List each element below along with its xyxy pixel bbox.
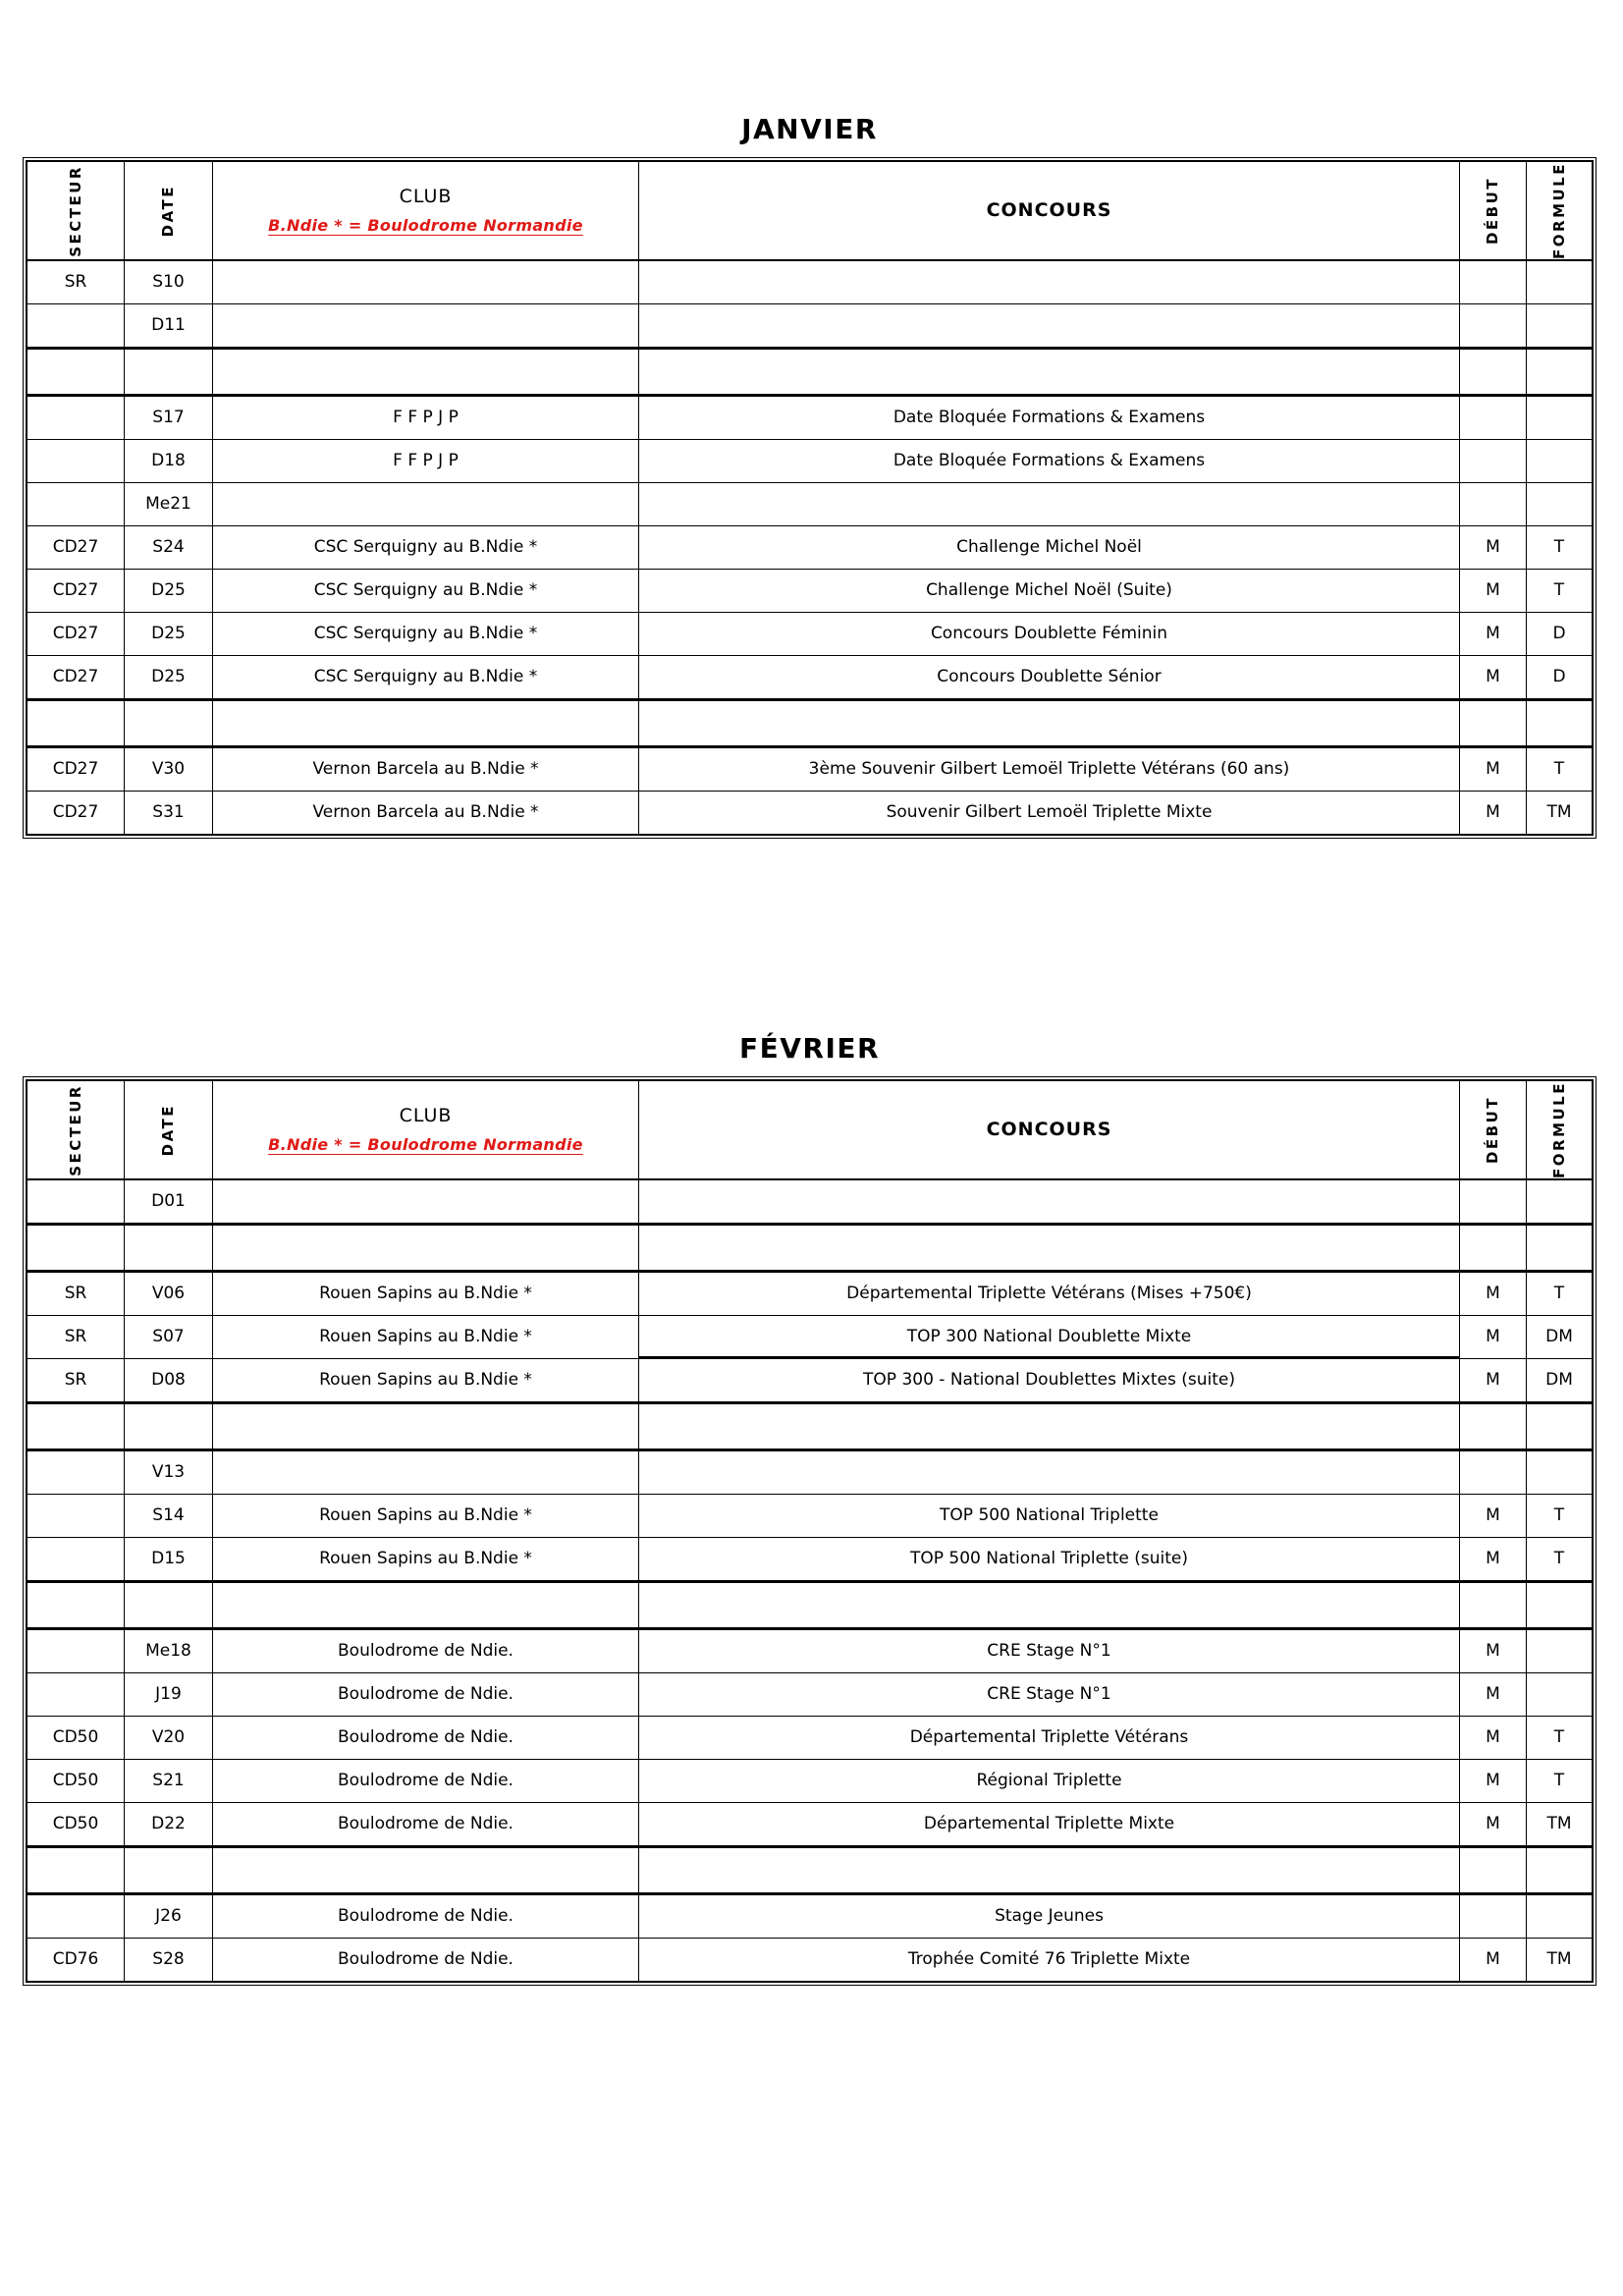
column-header-club-label: CLUB: [399, 1105, 453, 1127]
cell-concours: TOP 500 National Triplette: [639, 1495, 1460, 1538]
cell-club: [213, 348, 639, 395]
cell-concours: Date Bloquée Formations & Examens: [639, 395, 1460, 440]
cell-date: S24: [125, 526, 213, 570]
cell-club: [213, 304, 639, 348]
table-row: [27, 1846, 1592, 1893]
cell-concours: Concours Doublette Féminin: [639, 613, 1460, 656]
cell-concours: [639, 261, 1460, 304]
cell-secteur: CD76: [27, 1939, 125, 1981]
cell-date: D18: [125, 440, 213, 483]
cell-club: Boulodrome de Ndie.: [213, 1628, 639, 1673]
cell-debut: M: [1460, 1359, 1527, 1402]
column-header-formule: [1527, 162, 1592, 261]
cell-debut: [1460, 483, 1527, 526]
cell-secteur: [27, 1628, 125, 1673]
cell-secteur: [27, 1538, 125, 1581]
cell-club: Rouen Sapins au B.Ndie *: [213, 1271, 639, 1316]
cell-concours: [639, 1846, 1460, 1893]
cell-concours: [639, 304, 1460, 348]
cell-date: V20: [125, 1717, 213, 1760]
cell-club: Rouen Sapins au B.Ndie *: [213, 1316, 639, 1359]
cell-date: D25: [125, 613, 213, 656]
cell-date: D11: [125, 304, 213, 348]
table-row: [27, 1271, 1592, 1316]
column-header-secteur-label: SECTEUR: [66, 164, 84, 257]
column-header-concours: [639, 162, 1460, 261]
cell-formule: T: [1527, 526, 1592, 570]
cell-concours: CRE Stage N°1: [639, 1673, 1460, 1717]
table-row: [27, 1939, 1592, 1981]
month-title: FÉVRIER: [738, 1032, 881, 1065]
cell-formule: T: [1527, 1538, 1592, 1581]
cell-club: [213, 699, 639, 746]
cell-debut: M: [1460, 792, 1527, 834]
cell-club: CSC Serquigny au B.Ndie *: [213, 613, 639, 656]
cell-concours: [639, 348, 1460, 395]
cell-debut: M: [1460, 1717, 1527, 1760]
cell-formule: [1527, 1628, 1592, 1673]
cell-date: [125, 348, 213, 395]
cell-club: Boulodrome de Ndie.: [213, 1717, 639, 1760]
cell-debut: M: [1460, 1939, 1527, 1981]
cell-formule: D: [1527, 613, 1592, 656]
cell-concours: Départemental Triplette Vétérans (Mises +750€): [639, 1271, 1460, 1316]
column-header-secteur: [27, 162, 125, 261]
club-legend-note: B.Ndie * = Boulodrome Normandie: [268, 216, 583, 236]
cell-secteur: [27, 1402, 125, 1449]
table-row: [27, 261, 1592, 304]
column-header-date-label: DATE: [159, 1103, 177, 1157]
table-row: [27, 1803, 1592, 1846]
cell-debut: [1460, 1846, 1527, 1893]
column-header-formule-label: FORMULE: [1549, 1081, 1568, 1178]
cell-club: Rouen Sapins au B.Ndie *: [213, 1359, 639, 1402]
cell-debut: [1460, 261, 1527, 304]
cell-club: Rouen Sapins au B.Ndie *: [213, 1538, 639, 1581]
cell-concours: TOP 300 - National Doublettes Mixtes (suite): [639, 1359, 1460, 1402]
column-header-club: [213, 1081, 639, 1180]
cell-club: Boulodrome de Ndie.: [213, 1939, 639, 1981]
cell-concours: 3ème Souvenir Gilbert Lemoël Triplette Vétérans (60 ans): [639, 746, 1460, 792]
cell-club: [213, 1846, 639, 1893]
cell-concours: [639, 1180, 1460, 1224]
cell-formule: [1527, 1846, 1592, 1893]
club-legend-note: B.Ndie * = Boulodrome Normandie: [268, 1135, 583, 1155]
cell-concours: Challenge Michel Noël (Suite): [639, 570, 1460, 613]
cell-concours: Souvenir Gilbert Lemoël Triplette Mixte: [639, 792, 1460, 834]
cell-debut: M: [1460, 1803, 1527, 1846]
schedule-table-fevrier: [26, 1079, 1594, 1983]
cell-debut: M: [1460, 526, 1527, 570]
table-row: [27, 1180, 1592, 1224]
cell-secteur: CD50: [27, 1717, 125, 1760]
cell-formule: TM: [1527, 792, 1592, 834]
cell-secteur: [27, 483, 125, 526]
cell-formule: [1527, 1402, 1592, 1449]
cell-concours: Trophée Comité 76 Triplette Mixte: [639, 1939, 1460, 1981]
cell-date: S07: [125, 1316, 213, 1359]
cell-concours: Date Bloquée Formations & Examens: [639, 440, 1460, 483]
cell-concours: [639, 1402, 1460, 1449]
cell-secteur: CD27: [27, 570, 125, 613]
cell-club: CSC Serquigny au B.Ndie *: [213, 526, 639, 570]
cell-formule: [1527, 304, 1592, 348]
cell-date: Me18: [125, 1628, 213, 1673]
cell-club: Boulodrome de Ndie.: [213, 1673, 639, 1717]
cell-concours: TOP 300 National Doublette Mixte: [639, 1316, 1460, 1359]
column-header-debut: [1460, 162, 1527, 261]
cell-secteur: SR: [27, 1316, 125, 1359]
cell-date: S17: [125, 395, 213, 440]
cell-date: D25: [125, 656, 213, 699]
column-header-secteur: [27, 1081, 125, 1180]
cell-debut: M: [1460, 1271, 1527, 1316]
cell-debut: M: [1460, 1673, 1527, 1717]
cell-concours: Départemental Triplette Mixte: [639, 1803, 1460, 1846]
cell-secteur: [27, 699, 125, 746]
cell-formule: [1527, 1449, 1592, 1495]
cell-secteur: CD27: [27, 656, 125, 699]
table-row: [27, 699, 1592, 746]
cell-concours: Stage Jeunes: [639, 1893, 1460, 1939]
column-header-concours-label: CONCOURS: [986, 1119, 1112, 1141]
schedule-body-janvier: [27, 261, 1592, 834]
table-row: [27, 656, 1592, 699]
cell-date: Me21: [125, 483, 213, 526]
cell-debut: [1460, 440, 1527, 483]
cell-date: S10: [125, 261, 213, 304]
cell-secteur: [27, 1893, 125, 1939]
cell-date: J26: [125, 1893, 213, 1939]
cell-club: Rouen Sapins au B.Ndie *: [213, 1495, 639, 1538]
cell-date: D25: [125, 570, 213, 613]
cell-date: V06: [125, 1271, 213, 1316]
cell-secteur: SR: [27, 1359, 125, 1402]
cell-formule: [1527, 440, 1592, 483]
table-row: [27, 1359, 1592, 1402]
table-row: [27, 348, 1592, 395]
cell-date: J19: [125, 1673, 213, 1717]
table-row: [27, 613, 1592, 656]
cell-formule: [1527, 483, 1592, 526]
cell-concours: Départemental Triplette Vétérans: [639, 1717, 1460, 1760]
cell-date: [125, 1581, 213, 1628]
cell-debut: M: [1460, 1316, 1527, 1359]
month-title: JANVIER: [741, 113, 878, 145]
column-header-date-label: DATE: [159, 184, 177, 238]
column-header-formule: [1527, 1081, 1592, 1180]
cell-secteur: SR: [27, 1271, 125, 1316]
cell-club: F F P J P: [213, 440, 639, 483]
cell-secteur: CD27: [27, 613, 125, 656]
table-row: [27, 440, 1592, 483]
column-header-debut-label: DÉBUT: [1484, 176, 1501, 245]
cell-formule: [1527, 395, 1592, 440]
column-header-debut: [1460, 1081, 1527, 1180]
table-row: [27, 746, 1592, 792]
cell-debut: [1460, 1893, 1527, 1939]
cell-concours: CRE Stage N°1: [639, 1628, 1460, 1673]
table-row: [27, 1717, 1592, 1760]
cell-concours: Régional Triplette: [639, 1760, 1460, 1803]
column-header-concours: [639, 1081, 1460, 1180]
cell-debut: [1460, 1180, 1527, 1224]
cell-club: [213, 1224, 639, 1271]
cell-secteur: CD27: [27, 792, 125, 834]
cell-club: F F P J P: [213, 395, 639, 440]
cell-formule: [1527, 699, 1592, 746]
cell-formule: T: [1527, 1760, 1592, 1803]
cell-secteur: [27, 304, 125, 348]
cell-debut: [1460, 699, 1527, 746]
table-row: [27, 1581, 1592, 1628]
cell-concours: [639, 1224, 1460, 1271]
column-header-secteur-label: SECTEUR: [66, 1083, 84, 1176]
cell-debut: M: [1460, 1760, 1527, 1803]
cell-formule: DM: [1527, 1316, 1592, 1359]
table-row: [27, 1449, 1592, 1495]
cell-club: Boulodrome de Ndie.: [213, 1760, 639, 1803]
table-row: [27, 1673, 1592, 1717]
cell-club: [213, 1180, 639, 1224]
table-row: [27, 570, 1592, 613]
cell-debut: [1460, 1449, 1527, 1495]
cell-date: [125, 1402, 213, 1449]
table-row: [27, 1402, 1592, 1449]
cell-secteur: [27, 1449, 125, 1495]
column-header-concours-label: CONCOURS: [986, 199, 1112, 222]
table-row: [27, 1224, 1592, 1271]
table-row: [27, 526, 1592, 570]
cell-club: [213, 1402, 639, 1449]
cell-secteur: [27, 1846, 125, 1893]
cell-formule: [1527, 1180, 1592, 1224]
cell-date: D01: [125, 1180, 213, 1224]
cell-debut: [1460, 348, 1527, 395]
cell-date: S21: [125, 1760, 213, 1803]
cell-formule: T: [1527, 1495, 1592, 1538]
column-header-club-label: CLUB: [399, 186, 453, 208]
cell-debut: M: [1460, 746, 1527, 792]
cell-club: Boulodrome de Ndie.: [213, 1893, 639, 1939]
table-row: [27, 1316, 1592, 1359]
cell-formule: TM: [1527, 1803, 1592, 1846]
cell-club: [213, 483, 639, 526]
cell-formule: [1527, 1581, 1592, 1628]
column-header-formule-label: FORMULE: [1549, 162, 1568, 259]
cell-concours: [639, 699, 1460, 746]
cell-club: CSC Serquigny au B.Ndie *: [213, 656, 639, 699]
cell-secteur: CD27: [27, 526, 125, 570]
cell-concours: Challenge Michel Noël: [639, 526, 1460, 570]
cell-secteur: [27, 348, 125, 395]
cell-concours: [639, 483, 1460, 526]
cell-club: [213, 1449, 639, 1495]
table-header-row: [27, 162, 1592, 261]
cell-formule: T: [1527, 570, 1592, 613]
cell-formule: T: [1527, 1271, 1592, 1316]
column-header-club: [213, 162, 639, 261]
column-header-date: [125, 162, 213, 261]
column-header-debut-label: DÉBUT: [1484, 1095, 1501, 1164]
cell-debut: M: [1460, 1538, 1527, 1581]
cell-formule: [1527, 348, 1592, 395]
table-row: [27, 1893, 1592, 1939]
table-row: [27, 1538, 1592, 1581]
cell-secteur: [27, 1581, 125, 1628]
cell-debut: [1460, 395, 1527, 440]
cell-secteur: [27, 1495, 125, 1538]
month-block-janvier: [26, 113, 1594, 836]
cell-club: Boulodrome de Ndie.: [213, 1803, 639, 1846]
cell-formule: [1527, 1224, 1592, 1271]
cell-secteur: [27, 1180, 125, 1224]
column-header-date: [125, 1081, 213, 1180]
cell-formule: [1527, 261, 1592, 304]
cell-formule: [1527, 1673, 1592, 1717]
cell-formule: [1527, 1893, 1592, 1939]
cell-date: [125, 1846, 213, 1893]
cell-secteur: [27, 440, 125, 483]
cell-debut: M: [1460, 656, 1527, 699]
table-row: [27, 395, 1592, 440]
table-row: [27, 792, 1592, 834]
cell-date: V30: [125, 746, 213, 792]
cell-concours: [639, 1581, 1460, 1628]
cell-debut: [1460, 1581, 1527, 1628]
month-block-fevrier: [26, 1032, 1594, 1983]
cell-debut: M: [1460, 570, 1527, 613]
cell-secteur: [27, 1673, 125, 1717]
cell-secteur: [27, 1224, 125, 1271]
cell-club: Vernon Barcela au B.Ndie *: [213, 746, 639, 792]
table-row: [27, 1495, 1592, 1538]
cell-secteur: CD27: [27, 746, 125, 792]
cell-secteur: [27, 395, 125, 440]
cell-debut: [1460, 1224, 1527, 1271]
cell-debut: M: [1460, 1495, 1527, 1538]
schedule-body-fevrier: [27, 1180, 1592, 1981]
cell-date: D08: [125, 1359, 213, 1402]
cell-formule: T: [1527, 746, 1592, 792]
cell-club: [213, 1581, 639, 1628]
cell-concours: [639, 1449, 1460, 1495]
schedule-table-janvier: [26, 160, 1594, 836]
cell-concours: TOP 500 National Triplette (suite): [639, 1538, 1460, 1581]
cell-date: D15: [125, 1538, 213, 1581]
cell-club: [213, 261, 639, 304]
cell-debut: M: [1460, 613, 1527, 656]
cell-date: S14: [125, 1495, 213, 1538]
cell-date: [125, 1224, 213, 1271]
table-row: [27, 1628, 1592, 1673]
cell-formule: TM: [1527, 1939, 1592, 1981]
table-header-row: [27, 1081, 1592, 1180]
cell-club: CSC Serquigny au B.Ndie *: [213, 570, 639, 613]
cell-secteur: CD50: [27, 1760, 125, 1803]
cell-date: S28: [125, 1939, 213, 1981]
cell-date: [125, 699, 213, 746]
cell-date: V13: [125, 1449, 213, 1495]
table-row: [27, 1760, 1592, 1803]
cell-date: S31: [125, 792, 213, 834]
cell-debut: [1460, 304, 1527, 348]
cell-club: Vernon Barcela au B.Ndie *: [213, 792, 639, 834]
cell-secteur: CD50: [27, 1803, 125, 1846]
cell-secteur: SR: [27, 261, 125, 304]
cell-date: D22: [125, 1803, 213, 1846]
cell-formule: D: [1527, 656, 1592, 699]
cell-debut: [1460, 1402, 1527, 1449]
table-row: [27, 483, 1592, 526]
table-row: [27, 304, 1592, 348]
cell-formule: T: [1527, 1717, 1592, 1760]
cell-debut: M: [1460, 1628, 1527, 1673]
cell-formule: DM: [1527, 1359, 1592, 1402]
cell-concours: Concours Doublette Sénior: [639, 656, 1460, 699]
